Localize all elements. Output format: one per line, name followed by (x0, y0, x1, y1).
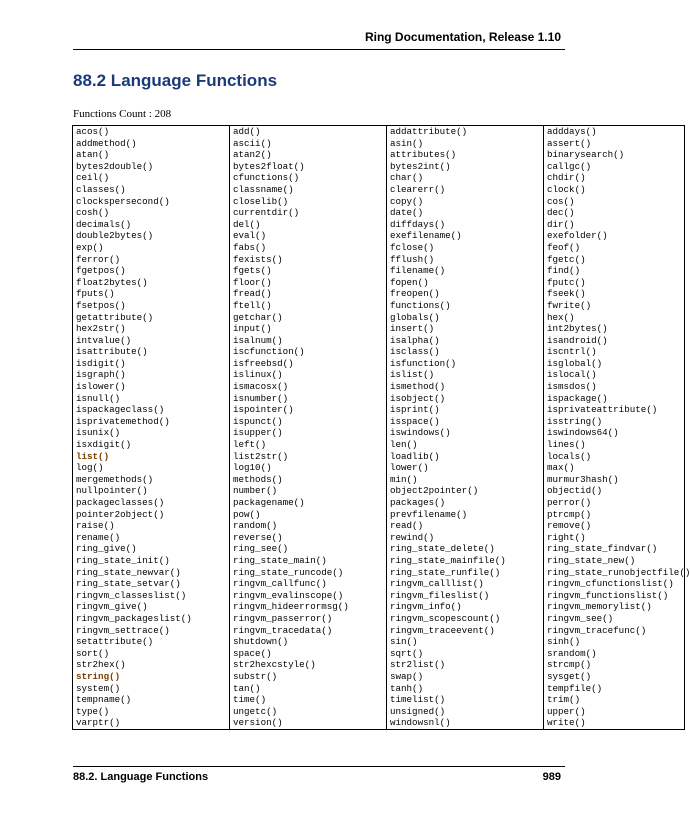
function-cell: isfunction() (387, 358, 544, 370)
running-header: Ring Documentation, Release 1.10 (364, 30, 561, 44)
function-cell: ring_state_new() (544, 555, 685, 567)
table-row (73, 636, 685, 648)
function-cell: isnull() (73, 393, 230, 405)
table-row (73, 265, 685, 277)
function-cell: del() (230, 219, 387, 231)
table-row (73, 613, 685, 625)
table-row (73, 671, 685, 683)
table-row (73, 404, 685, 416)
table-row (73, 358, 685, 370)
function-cell: exefilename() (387, 230, 544, 242)
function-cell: ringvm_tracedata() (230, 625, 387, 637)
table-row (73, 497, 685, 509)
function-cell: getchar() (230, 312, 387, 324)
functions-table-container (72, 125, 690, 729)
function-cell: sinh() (544, 636, 685, 648)
function-cell: ring_state_newvar() (73, 567, 230, 579)
table-row (73, 149, 685, 161)
function-cell: isunix() (73, 427, 230, 439)
function-cell: date() (387, 207, 544, 219)
function-cell: assert() (544, 138, 685, 150)
functions-table-body (73, 126, 690, 730)
function-cell: isprivateattribute() (544, 404, 685, 416)
function-cell: clearerr() (387, 184, 544, 196)
function-cell: windowsnl() (387, 717, 544, 729)
table-row (73, 555, 685, 567)
function-cell: unsigned() (387, 706, 544, 718)
function-cell: atan2() (230, 149, 387, 161)
function-cell: fputc() (544, 277, 685, 289)
function-cell: loadlib() (387, 451, 544, 463)
function-cell: ringvm_settrace() (73, 625, 230, 637)
table-row (73, 683, 685, 695)
function-cell: ringvm_give() (73, 601, 230, 613)
function-cell: ring_state_delete() (387, 543, 544, 555)
function-cell: pointer2object() (73, 509, 230, 521)
function-cell: addmethod() (73, 138, 230, 150)
function-cell: ring_state_runcode() (230, 567, 387, 579)
function-cell: floor() (230, 277, 387, 289)
function-cell: version() (230, 717, 387, 729)
section-title: 88.2 Language Functions (73, 71, 278, 90)
table-row (73, 694, 685, 706)
table-row (73, 578, 685, 590)
function-cell: fgetpos() (73, 265, 230, 277)
function-cell: substr() (230, 671, 387, 683)
table-row (73, 706, 685, 718)
function-cell: iscntrl() (544, 346, 685, 358)
function-cell: addattribute() (387, 126, 544, 138)
table-row (73, 543, 685, 555)
function-cell: copy() (387, 196, 544, 208)
function-cell: float2bytes() (73, 277, 230, 289)
function-cell: input() (230, 323, 387, 335)
function-cell: space() (230, 648, 387, 660)
function-cell: reverse() (230, 532, 387, 544)
table-row (73, 717, 685, 729)
function-cell: ring_state_init() (73, 555, 230, 567)
function-cell: fsetpos() (73, 300, 230, 312)
function-cell: str2hex() (73, 659, 230, 671)
function-cell: ismacosx() (230, 381, 387, 393)
function-cell: ceil() (73, 172, 230, 184)
function-cell: isnumber() (230, 393, 387, 405)
function-cell: max() (544, 462, 685, 474)
function-cell: isalnum() (230, 335, 387, 347)
footer-section-label: 88.2. Language Functions (73, 771, 209, 783)
function-cell: isfreebsd() (230, 358, 387, 370)
footer-rule (73, 766, 565, 767)
function-cell: isglobal() (544, 358, 685, 370)
function-cell: ring_give() (73, 543, 230, 555)
function-cell: char() (387, 172, 544, 184)
function-cell: binarysearch() (544, 149, 685, 161)
table-row (73, 451, 685, 463)
function-cell: getattribute() (73, 312, 230, 324)
function-cell: acos() (73, 126, 230, 138)
function-cell: packages() (387, 497, 544, 509)
function-cell: isandroid() (544, 335, 685, 347)
function-cell: right() (544, 532, 685, 544)
table-row (73, 601, 685, 613)
function-cell: currentdir() (230, 207, 387, 219)
function-cell: ringvm_cfunctionslist() (544, 578, 685, 590)
function-cell: raise() (73, 520, 230, 532)
function-cell: lines() (544, 439, 685, 451)
table-row (73, 288, 685, 300)
function-cell: string() (73, 671, 230, 683)
function-cell: perror() (544, 497, 685, 509)
function-cell: prevfilename() (387, 509, 544, 521)
function-cell: trim() (544, 694, 685, 706)
function-cell: ispunct() (230, 416, 387, 428)
function-cell: ascii() (230, 138, 387, 150)
function-cell: min() (387, 474, 544, 486)
table-row (73, 393, 685, 405)
function-cell: ismethod() (387, 381, 544, 393)
function-cell: ispackage() (544, 393, 685, 405)
table-row (73, 254, 685, 266)
function-cell: hex2str() (73, 323, 230, 335)
function-cell: ringvm_tracefunc() (544, 625, 685, 637)
table-row (73, 323, 685, 335)
function-cell: fwrite() (544, 300, 685, 312)
function-cell: ringvm_callfunc() (230, 578, 387, 590)
function-cell: ring_state_findvar() (544, 543, 685, 555)
function-cell: fseek() (544, 288, 685, 300)
function-cell: attributes() (387, 149, 544, 161)
function-cell: globals() (387, 312, 544, 324)
function-cell: timelist() (387, 694, 544, 706)
function-cell: isprint() (387, 404, 544, 416)
table-row (73, 172, 685, 184)
function-cell: packageclasses() (73, 497, 230, 509)
function-cell: nullpointer() (73, 485, 230, 497)
table-row (73, 625, 685, 637)
function-cell: ringvm_see() (544, 613, 685, 625)
function-cell: str2hexcstyle() (230, 659, 387, 671)
function-cell: remove() (544, 520, 685, 532)
function-cell: exp() (73, 242, 230, 254)
function-cell: swap() (387, 671, 544, 683)
function-cell: ringvm_fileslist() (387, 590, 544, 602)
function-cell: closelib() (230, 196, 387, 208)
function-cell: isgraph() (73, 369, 230, 381)
table-row (73, 659, 685, 671)
table-row (73, 300, 685, 312)
function-cell: bytes2int() (387, 161, 544, 173)
table-row (73, 184, 685, 196)
function-cell: cfunctions() (230, 172, 387, 184)
function-cell: ungetc() (230, 706, 387, 718)
function-cell: tempname() (73, 694, 230, 706)
function-cell: objectid() (544, 485, 685, 497)
table-row (73, 126, 685, 138)
function-cell: sysget() (544, 671, 685, 683)
function-cell: int2bytes() (544, 323, 685, 335)
function-cell: str2list() (387, 659, 544, 671)
function-cell: asin() (387, 138, 544, 150)
table-row (73, 567, 685, 579)
functions-count: Functions Count : 208 (73, 108, 172, 120)
function-cell: ringvm_memorylist() (544, 601, 685, 613)
table-row (73, 277, 685, 289)
function-cell: locals() (544, 451, 685, 463)
function-cell: diffdays() (387, 219, 544, 231)
function-cell: packagename() (230, 497, 387, 509)
function-cell: ringvm_scopescount() (387, 613, 544, 625)
function-cell: adddays() (544, 126, 685, 138)
function-cell: ringvm_functionslist() (544, 590, 685, 602)
function-cell: ringvm_traceevent() (387, 625, 544, 637)
table-row (73, 242, 685, 254)
function-cell: write() (544, 717, 685, 729)
function-cell: ferror() (73, 254, 230, 266)
table-row (73, 369, 685, 381)
function-cell: ringvm_hideerrormsg() (230, 601, 387, 613)
function-cell: isalpha() (387, 335, 544, 347)
function-cell: sin() (387, 636, 544, 648)
function-cell: fabs() (230, 242, 387, 254)
function-cell: ring_state_mainfile() (387, 555, 544, 567)
function-cell: freopen() (387, 288, 544, 300)
table-row (73, 474, 685, 486)
function-cell: rename() (73, 532, 230, 544)
function-cell: setattribute() (73, 636, 230, 648)
function-cell: list() (73, 451, 230, 463)
function-cell: shutdown() (230, 636, 387, 648)
function-cell: bytes2double() (73, 161, 230, 173)
table-row (73, 381, 685, 393)
function-cell: ring_state_setvar() (73, 578, 230, 590)
function-cell: mergemethods() (73, 474, 230, 486)
function-cell: varptr() (73, 717, 230, 729)
function-cell: clockspersecond() (73, 196, 230, 208)
table-row (73, 161, 685, 173)
function-cell: iscfunction() (230, 346, 387, 358)
function-cell: isclass() (387, 346, 544, 358)
table-row (73, 439, 685, 451)
function-cell: fgets() (230, 265, 387, 277)
function-cell: filename() (387, 265, 544, 277)
function-cell: clock() (544, 184, 685, 196)
function-cell: atan() (73, 149, 230, 161)
page-number: 989 (542, 771, 561, 783)
function-cell: fputs() (73, 288, 230, 300)
function-cell: time() (230, 694, 387, 706)
function-cell: ismsdos() (544, 381, 685, 393)
function-cell: ring_state_runfile() (387, 567, 544, 579)
function-cell: dec() (544, 207, 685, 219)
table-row (73, 485, 685, 497)
table-row (73, 509, 685, 521)
function-cell: methods() (230, 474, 387, 486)
function-cell: feof() (544, 242, 685, 254)
table-row (73, 462, 685, 474)
function-cell: object2pointer() (387, 485, 544, 497)
function-cell: callgc() (544, 161, 685, 173)
function-cell: islocal() (544, 369, 685, 381)
function-cell: cosh() (73, 207, 230, 219)
function-cell: islower() (73, 381, 230, 393)
function-cell: eval() (230, 230, 387, 242)
function-cell: add() (230, 126, 387, 138)
function-cell: fgetc() (544, 254, 685, 266)
function-cell: read() (387, 520, 544, 532)
function-cell: tan() (230, 683, 387, 695)
function-cell: len() (387, 439, 544, 451)
function-cell: fclose() (387, 242, 544, 254)
function-cell: ringvm_info() (387, 601, 544, 613)
function-cell: classname() (230, 184, 387, 196)
function-cell: type() (73, 706, 230, 718)
function-cell: ringvm_packageslist() (73, 613, 230, 625)
function-cell: ring_state_main() (230, 555, 387, 567)
function-cell: ftell() (230, 300, 387, 312)
function-cell: hex() (544, 312, 685, 324)
function-cell: find() (544, 265, 685, 277)
function-cell: exefolder() (544, 230, 685, 242)
function-cell: number() (230, 485, 387, 497)
function-cell: ring_see() (230, 543, 387, 555)
function-cell: islinux() (230, 369, 387, 381)
function-cell: isstring() (544, 416, 685, 428)
function-cell: log10() (230, 462, 387, 474)
function-cell: system() (73, 683, 230, 695)
function-cell: strcmp() (544, 659, 685, 671)
function-cell: dir() (544, 219, 685, 231)
table-row (73, 648, 685, 660)
function-cell: isspace() (387, 416, 544, 428)
function-cell: isobject() (387, 393, 544, 405)
table-row (73, 219, 685, 231)
function-cell: ringvm_calllist() (387, 578, 544, 590)
table-row (73, 416, 685, 428)
table-row (73, 346, 685, 358)
function-cell: fread() (230, 288, 387, 300)
table-row (73, 520, 685, 532)
function-cell: insert() (387, 323, 544, 335)
function-cell: isprivatemethod() (73, 416, 230, 428)
function-cell: sqrt() (387, 648, 544, 660)
table-row (73, 590, 685, 602)
header-rule (73, 49, 565, 50)
table-row (73, 312, 685, 324)
function-cell: murmur3hash() (544, 474, 685, 486)
function-cell: lower() (387, 462, 544, 474)
function-cell: isupper() (230, 427, 387, 439)
function-cell: iswindows() (387, 427, 544, 439)
function-cell: log() (73, 462, 230, 474)
table-row (73, 207, 685, 219)
function-cell: tempfile() (544, 683, 685, 695)
function-cell: chdir() (544, 172, 685, 184)
function-cell: isattribute() (73, 346, 230, 358)
function-cell: intvalue() (73, 335, 230, 347)
function-cell: iswindows64() (544, 427, 685, 439)
table-row (73, 532, 685, 544)
table-row (73, 230, 685, 242)
function-cell: fflush() (387, 254, 544, 266)
function-cell: fopen() (387, 277, 544, 289)
function-cell: ispackageclass() (73, 404, 230, 416)
function-cell: list2str() (230, 451, 387, 463)
function-cell: cos() (544, 196, 685, 208)
table-row (73, 335, 685, 347)
function-cell: left() (230, 439, 387, 451)
function-cell: ptrcmp() (544, 509, 685, 521)
functions-table (72, 125, 690, 730)
function-cell: classes() (73, 184, 230, 196)
function-cell: random() (230, 520, 387, 532)
function-cell: srandom() (544, 648, 685, 660)
table-row (73, 196, 685, 208)
function-cell: ringvm_evalinscope() (230, 590, 387, 602)
function-cell: ispointer() (230, 404, 387, 416)
table-row (73, 138, 685, 150)
function-cell: upper() (544, 706, 685, 718)
function-cell: decimals() (73, 219, 230, 231)
function-cell: sort() (73, 648, 230, 660)
function-cell: pow() (230, 509, 387, 521)
function-cell: isdigit() (73, 358, 230, 370)
function-cell: functions() (387, 300, 544, 312)
function-cell: ring_state_runobjectfile() (544, 567, 685, 579)
function-cell: ringvm_classeslist() (73, 590, 230, 602)
function-cell: tanh() (387, 683, 544, 695)
table-row (73, 427, 685, 439)
function-cell: ringvm_passerror() (230, 613, 387, 625)
function-cell: rewind() (387, 532, 544, 544)
function-cell: isxdigit() (73, 439, 230, 451)
function-cell: double2bytes() (73, 230, 230, 242)
function-cell: islist() (387, 369, 544, 381)
function-cell: bytes2float() (230, 161, 387, 173)
function-cell: fexists() (230, 254, 387, 266)
